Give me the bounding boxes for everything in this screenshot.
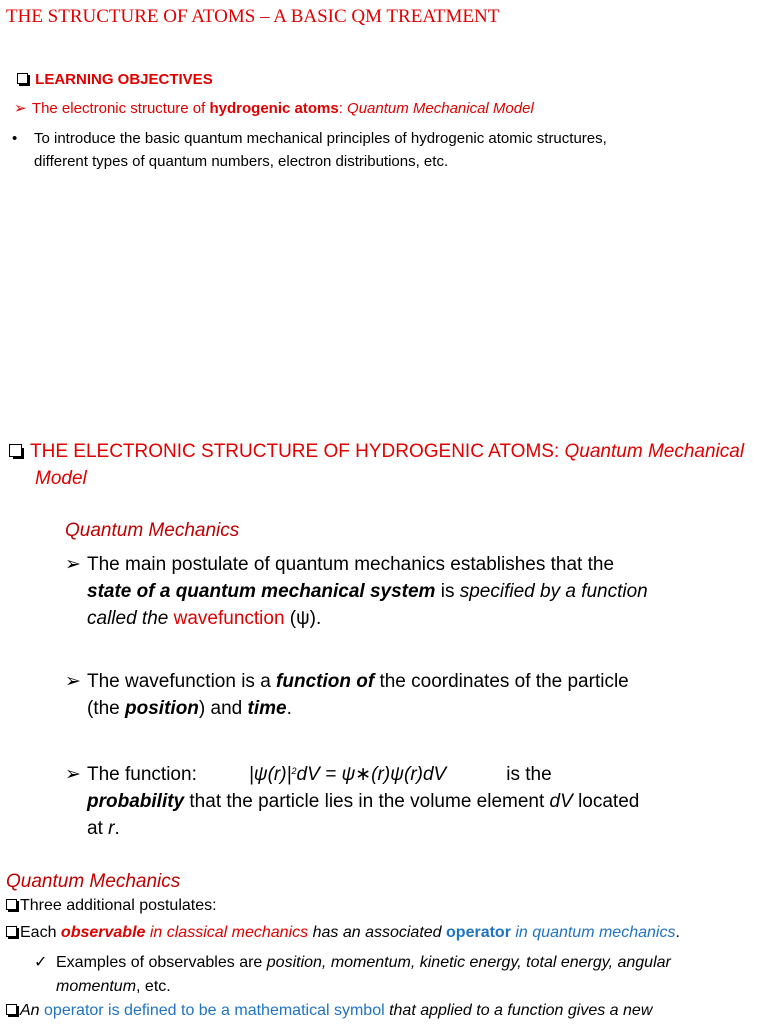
p1-called: called the — [87, 608, 174, 629]
s3-l2-quantum: in quantum mechanics — [510, 924, 676, 941]
s3-l2-observable: observable — [60, 924, 146, 941]
section2-heading-italic-2: Model — [35, 468, 87, 489]
section2-paragraph-1 — [65, 551, 648, 632]
page-title: THE STRUCTURE OF ATOMS – A BASIC QM TREATMENT — [6, 6, 500, 27]
bullet-dot-icon: • — [12, 130, 18, 147]
checkmark-icon: ✓ — [34, 954, 48, 971]
objectives-item-1-italic: Quantum Mechanical Model — [347, 100, 534, 117]
objectives-heading-row — [17, 71, 213, 88]
s3-l3-b: position, momentum, kinetic energy, total energy, angular — [266, 954, 671, 971]
checkbox-bullet-icon — [6, 1004, 17, 1015]
p3-formula: $|\psi(r)|^2dV$ = ψ∗(r)ψ(r)dV — [248, 764, 447, 785]
arrow-bullet-icon: ➢ — [65, 671, 81, 692]
p3-dv: dV — [549, 791, 573, 812]
section3-line-1 — [6, 897, 217, 915]
p1-psi: (ψ). — [284, 608, 322, 629]
section2-heading — [9, 438, 744, 492]
p1-italic: specified by a function — [459, 581, 648, 602]
p3-label: The function: — [87, 764, 197, 785]
arrow-bullet-icon: ➢ — [14, 100, 27, 117]
p2-b-start: (the — [87, 698, 126, 719]
p3-is-the: is the — [506, 764, 552, 785]
s3-l5-b: operator is defined to be a mathematical symbol — [44, 1002, 385, 1019]
section3-heading: Quantum Mechanics — [6, 871, 181, 892]
objectives-bullet-line1: To introduce the basic quantum mechanical principles of hydrogenic atomic structures, — [34, 130, 607, 147]
p2-end: the coordinates of the particle — [374, 671, 629, 692]
s3-l2-classical: in classical mechanics — [145, 924, 309, 941]
s3-l5-c: that applied to a function gives a new — [384, 1002, 653, 1019]
p1-line1: The main postulate of quantum mechanics establishes that the — [87, 554, 615, 575]
p2-b-end: . — [286, 698, 292, 719]
p3-at: at — [87, 818, 109, 839]
objectives-item-1-bold: hydrogenic atoms — [209, 100, 339, 117]
checkbox-bullet-icon — [9, 444, 22, 457]
objectives-heading: LEARNING OBJECTIVES — [35, 71, 213, 88]
checkbox-bullet-icon — [6, 899, 17, 910]
s3-l2-operator: operator — [446, 924, 511, 941]
section3-line-2 — [6, 924, 680, 942]
checkbox-bullet-icon — [17, 73, 28, 84]
p3-r: r — [108, 818, 115, 839]
arrow-bullet-icon: ➢ — [65, 554, 81, 575]
objectives-bullet-line2: different types of quantum numbers, electron distributions, etc. — [34, 153, 449, 170]
p3-period: . — [114, 818, 120, 839]
objectives-bullet — [12, 127, 607, 173]
checkbox-bullet-icon — [6, 926, 17, 937]
p2-b-mid: ) and — [198, 698, 248, 719]
section3-line1-text: Three additional postulates: — [20, 897, 217, 914]
section2-heading-italic: Quantum Mechanical — [564, 441, 745, 462]
objectives-item-1-colon: : — [338, 100, 348, 117]
s3-l2-d: has an associated — [308, 924, 447, 941]
section2-paragraph-3 — [65, 758, 639, 842]
p1-bold: state of a quantum mechanical system — [87, 581, 436, 602]
s3-l2-period: . — [675, 924, 680, 941]
s3-l4-b: , etc. — [136, 978, 171, 995]
p2-time: time — [247, 698, 287, 719]
section3-line-3 — [34, 951, 671, 999]
p2-start: The wavefunction is a — [87, 671, 277, 692]
section2-heading-plain: THE ELECTRONIC STRUCTURE OF HYDROGENIC ATOMS: — [30, 441, 565, 462]
section2-subheading: Quantum Mechanics — [65, 520, 240, 541]
p1-wavefunction: wavefunction — [173, 608, 285, 629]
objectives-item-1 — [14, 99, 534, 117]
objectives-item-1-prefix: The electronic structure of — [31, 100, 210, 117]
section2-paragraph-2 — [65, 668, 629, 722]
s3-l2-a: Each — [20, 924, 61, 941]
p2-bold: function of — [276, 671, 375, 692]
s3-l4-a: momentum — [56, 978, 137, 995]
p3-probability: probability — [87, 791, 185, 812]
arrow-bullet-icon: ➢ — [65, 764, 81, 785]
p1-mid: is — [435, 581, 460, 602]
p3-located: located — [572, 791, 640, 812]
s3-l5-a: An — [20, 1002, 45, 1019]
p3-rest: that the particle lies in the volume element — [184, 791, 550, 812]
s3-l3-a: Examples of observables are — [56, 954, 267, 971]
p2-position: position — [125, 698, 199, 719]
section3-line-5 — [6, 1002, 652, 1020]
